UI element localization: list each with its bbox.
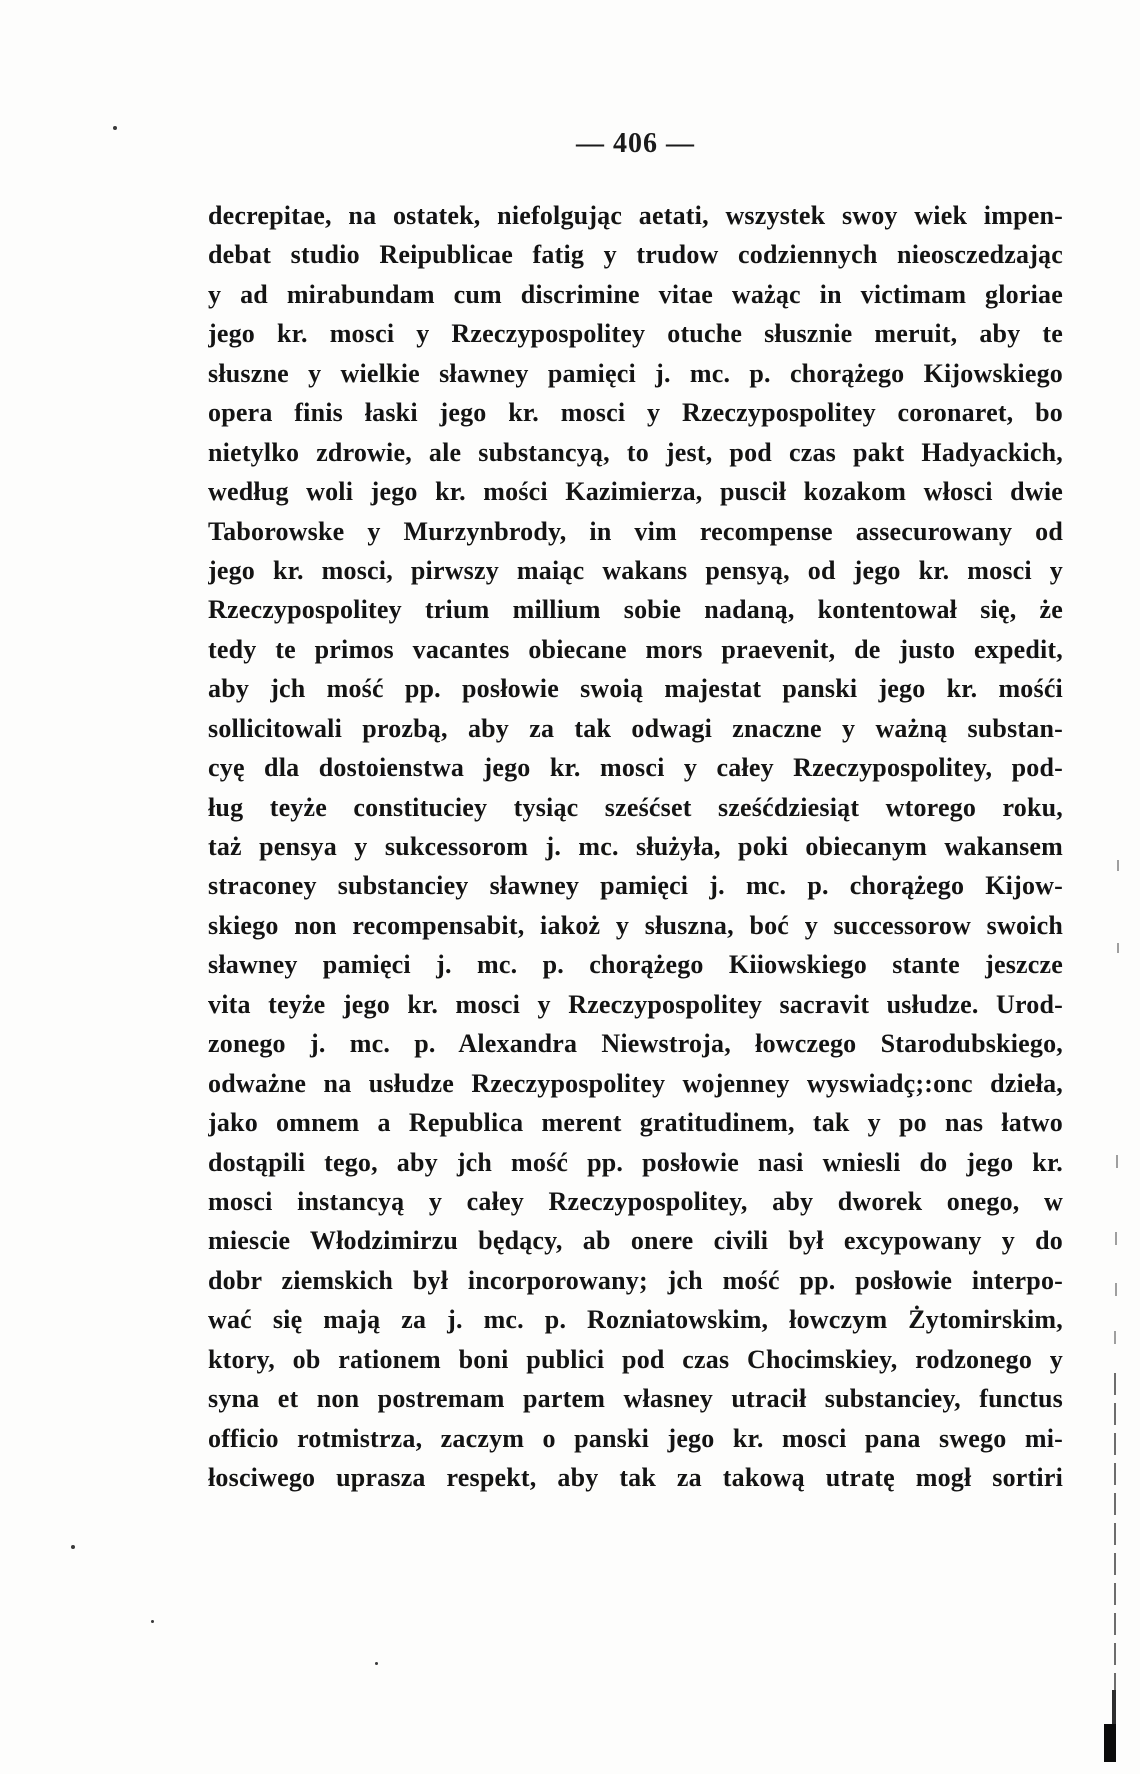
text-line: wać się mają za j. mc. p. Rozniatowskim, łowczym Żytomirskim, xyxy=(208,1305,1063,1335)
scan-speck xyxy=(113,126,117,130)
text-line: nietylko zdrowie, ale substancyą, to jest, pod czas pakt Hadyackich, xyxy=(208,437,1063,467)
text-line: zonego j. mc. p. Alexandra Niewstroja, łowczego Starodubskiego, xyxy=(208,1029,1063,1059)
text-line: łosciwego uprasza respekt, aby tak za takową utratę mogł sortiri xyxy=(208,1463,1063,1492)
text-line: sławney pamięci j. mc. p. chorążego Kiiowskiego stante jeszcze xyxy=(208,950,1063,980)
text-line: Taborowske y Murzynbrody, in vim recompense assecurowany od xyxy=(208,516,1063,546)
text-line: ktory, ob rationem boni publici pod czas Chocimskiey, rodzonego y xyxy=(208,1344,1063,1374)
text-line: cyę dla dostoienstwa jego kr. mosci y całey Rzeczypospolitey, pod- xyxy=(208,753,1063,783)
text-line: miescie Włodzimirzu będący, ab onere civili był excypowany y do xyxy=(208,1226,1063,1256)
text-line: jego kr. mosci, pirwszy maiąc wakans pensyą, od jego kr. mosci y xyxy=(208,555,1063,585)
text-line: jako omnem a Republica merent gratitudinem, tak y po nas łatwo xyxy=(208,1108,1063,1138)
text-line: tedy te primos vacantes obiecane mors praevenit, de justo expedit, xyxy=(208,634,1063,664)
text-line: straconey substanciey sławney pamięci j. mc. p. chorążego Kijow- xyxy=(208,871,1063,901)
text-line: aby jch mość pp. posłowie swoią majestat panski jego kr. mośći xyxy=(208,674,1063,704)
text-line: vita teyże jego kr. mosci y Rzeczypospolitey sacravit usłudze. Urod- xyxy=(208,989,1063,1019)
text-line: syna et non postremam partem własney utracił substanciey, functus xyxy=(208,1384,1063,1414)
scan-artifact-blotch xyxy=(1104,1724,1116,1762)
scan-artifact-tick xyxy=(1114,1331,1116,1344)
scan-artifact-tick xyxy=(1117,860,1119,871)
text-line: słuszne y wielkie sławney pamięci j. mc. p. chorążego Kijowskiego xyxy=(208,358,1063,388)
text-line: skiego non recompensabit, iakoż y słuszna, boć y successorow swoich xyxy=(208,910,1063,940)
text-line: debat studio Reipublicae fatig y trudow codziennych nieosczedzając xyxy=(208,240,1063,270)
text-line: Rzeczypospolitey trium millium sobie nadaną, kontentował się, że xyxy=(208,595,1063,625)
text-line: według woli jego kr. mości Kazimierza, puscił kozakom włosci dwie xyxy=(208,477,1063,507)
body-text xyxy=(208,196,1063,1497)
text-line: taż pensya y sukcessorom j. mc. służyła, poki obiecanym wakansem xyxy=(208,832,1063,861)
scan-artifact-tick xyxy=(1115,1283,1117,1296)
text-line: sollicitowali prozbą, aby za tak odwagi znaczne y ważną substan- xyxy=(208,713,1063,743)
scan-artifact-line xyxy=(1114,1373,1116,1693)
scan-speck xyxy=(71,1545,75,1549)
text-line: opera finis łaski jego kr. mosci y Rzeczypospolitey coronaret, bo xyxy=(208,398,1063,428)
text-line: y ad mirabundam cum discrimine vitae ważąc in victimam gloriae xyxy=(208,279,1063,309)
scan-artifact-tick xyxy=(1117,943,1119,953)
text-line: odważne na usłudze Rzeczypospolitey wojenney wyswiadç;:onc dzieła, xyxy=(208,1068,1063,1098)
text-line: mosci instancyą y całey Rzeczypospolitey, aby dworek onego, w xyxy=(208,1186,1063,1216)
scan-speck xyxy=(375,1662,378,1665)
text-line: jego kr. mosci y Rzeczypospolitey otuche słusznie meruit, aby te xyxy=(208,319,1063,349)
text-line: decrepitae, na ostatek, niefolgując aetati, wszystek swoy wiek impen- xyxy=(208,201,1063,230)
text-line: dostąpili tego, aby jch mość pp. posłowie nasi wniesli do jego kr. xyxy=(208,1147,1063,1177)
scan-artifact-tick xyxy=(1116,1155,1118,1168)
text-line: ług teyże constituciey tysiąc sześćset sześćdziesiąt wtorego roku, xyxy=(208,792,1063,822)
text-line: officio rotmistrza, zaczym o panski jego kr. mosci pana swego mi- xyxy=(208,1423,1063,1453)
scan-artifact-tick xyxy=(1115,1232,1117,1245)
text-line: dobr ziemskich był incorporowany; jch mość pp. posłowie interpo- xyxy=(208,1265,1063,1295)
scan-speck xyxy=(151,1620,154,1623)
page-number-header: — 406 — xyxy=(576,128,695,159)
